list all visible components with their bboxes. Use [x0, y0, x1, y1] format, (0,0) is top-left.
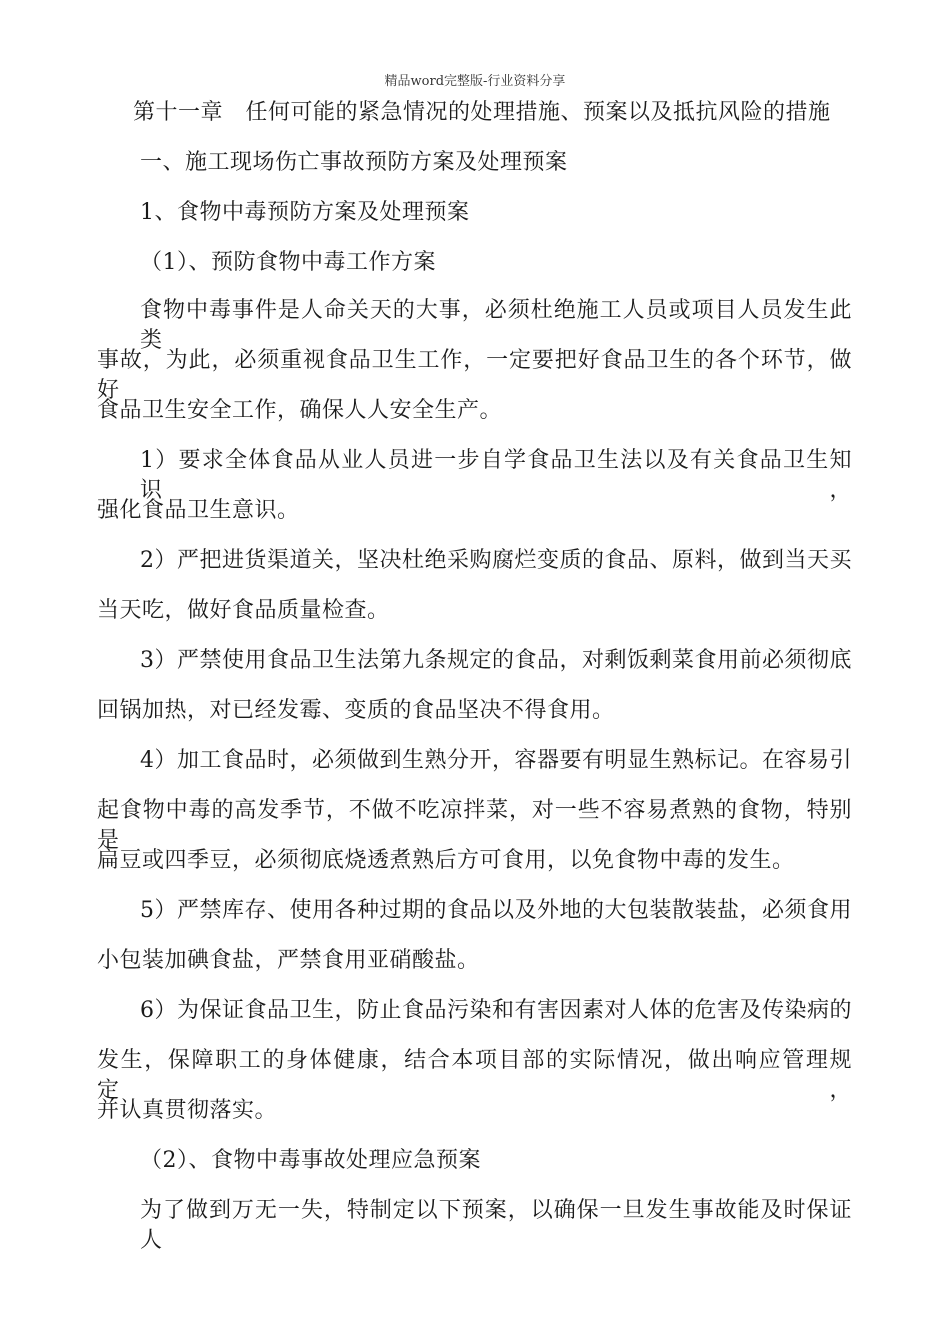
paragraph-line: 食物中毒事件是人命关天的大事，必须杜绝施工人员或项目人员发生此类	[140, 298, 852, 353]
paragraph-line: 1）要求全体食品从业人员进一步自学食品卫生法以及有关食品卫生知识，	[140, 448, 852, 503]
paragraph-line: 事故，为此，必须重视食品卫生工作，一定要把好食品卫生的各个环节，做好	[97, 348, 852, 403]
paragraph-line: 强化食品卫生意识。	[97, 498, 300, 523]
paragraph-line: 6）为保证食品卫生，防止食品污染和有害因素对人体的危害及传染病的	[140, 998, 852, 1023]
subsection-heading: 1、食物中毒预防方案及处理预案	[140, 200, 470, 225]
paragraph-line: 食品卫生安全工作，确保人人安全生产。	[97, 398, 503, 423]
paragraph-line: 当天吃，做好食品质量检查。	[97, 598, 390, 623]
paragraph-line: 小包装加碘食盐，严禁食用亚硝酸盐。	[97, 948, 480, 973]
paragraph-line: 并认真贯彻落实。	[97, 1098, 278, 1123]
paragraph-line: 扁豆或四季豆，必须彻底烧透煮熟后方可食用，以免食物中毒的发生。	[97, 848, 795, 873]
chapter-title: 第十一章 任何可能的紧急情况的处理措施、预案以及抵抗风险的措施	[133, 100, 831, 125]
paragraph-line: 为了做到万无一失，特制定以下预案，以确保一旦发生事故能及时保证人	[140, 1198, 852, 1253]
page-header: 精品word完整版-行业资料分享	[384, 74, 566, 89]
item-heading: （1）、预防食物中毒工作方案	[140, 250, 436, 275]
item-heading: （2）、食物中毒事故处理应急预案	[140, 1148, 481, 1173]
paragraph-line: 5）严禁库存、使用各种过期的食品以及外地的大包装散装盐，必须食用	[140, 898, 852, 923]
paragraph-line: 起食物中毒的高发季节，不做不吃凉拌菜，对一些不容易煮熟的食物，特别是	[97, 798, 852, 853]
paragraph-line: 4）加工食品时，必须做到生熟分开，容器要有明显生熟标记。在容易引	[140, 748, 852, 773]
paragraph-line: 2）严把进货渠道关，坚决杜绝采购腐烂变质的食品、原料，做到当天买	[140, 548, 852, 573]
paragraph-line: 发生，保障职工的身体健康，结合本项目部的实际情况，做出响应管理规定，	[97, 1048, 852, 1103]
section-heading: 一、施工现场伤亡事故预防方案及处理预案	[140, 150, 568, 175]
paragraph-line: 3）严禁使用食品卫生法第九条规定的食品，对剩饭剩菜食用前必须彻底	[140, 648, 852, 673]
paragraph-line: 回锅加热，对已经发霉、变质的食品坚决不得食用。	[97, 698, 615, 723]
